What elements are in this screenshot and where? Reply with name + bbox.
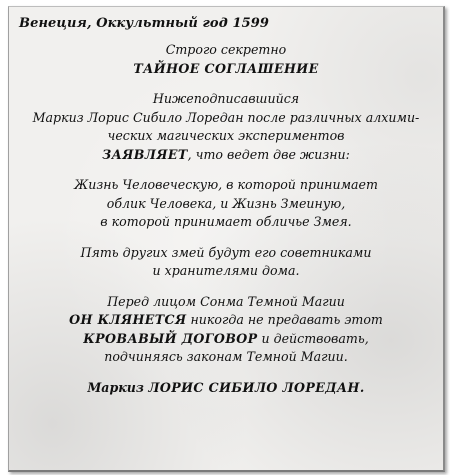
- lives-line-2: облик Человека, и Жизнь Змеиную,: [106, 195, 346, 211]
- declares-word: ЗАЯВЛЯЕТ: [102, 146, 188, 162]
- oath-line-2: [9, 311, 443, 330]
- document-title: ТАЙНОЕ СОГЛАШЕНИЕ: [133, 60, 319, 76]
- document-header: Венеция, Оккультный год 1599: [19, 16, 270, 31]
- declares-line: [9, 146, 443, 165]
- advisors-line-2: и хранителями дома.: [152, 263, 300, 278]
- blood-pact-caps: КРОВАВЫЙ ДОГОВОР: [83, 330, 258, 346]
- lives-line-1: Жизнь Человеческую, в которой принимает: [74, 177, 378, 192]
- oath-line-1: Перед лицом Сонма Темной Магии: [107, 293, 345, 309]
- oath-line-4: подчиняясь законам Темной Магии.: [104, 349, 348, 364]
- declares-rest: , что ведет две жизни:: [187, 146, 350, 162]
- signature-line: [9, 379, 443, 398]
- intro-line-2: Маркиз Лорис Сибило Лоредан после различных алхими-: [32, 109, 420, 125]
- blood-pact-rest: и действовать,: [257, 330, 369, 346]
- advisors-line-1: Пять других змей будут его советниками: [80, 244, 372, 260]
- intro-line-1: Нижеподписавшийся: [152, 91, 300, 106]
- signature-name: ЛОРИС СИБИЛО ЛОРЕДАН.: [148, 379, 365, 395]
- secrecy-label: Строго секретно: [165, 42, 287, 57]
- oath-rest: никогда не предавать этот: [186, 312, 383, 327]
- document-body: [9, 41, 443, 397]
- lives-line-3: в которой принимает обличье Змея.: [100, 214, 352, 229]
- signature-prefix: Маркиз: [87, 379, 149, 395]
- intro-line-3: ческих магических экспериментов: [107, 128, 345, 143]
- oath-caps: ОН КЛЯНЕТСЯ: [69, 312, 187, 327]
- parchment-document: [8, 6, 445, 472]
- oath-line-3: [9, 330, 443, 349]
